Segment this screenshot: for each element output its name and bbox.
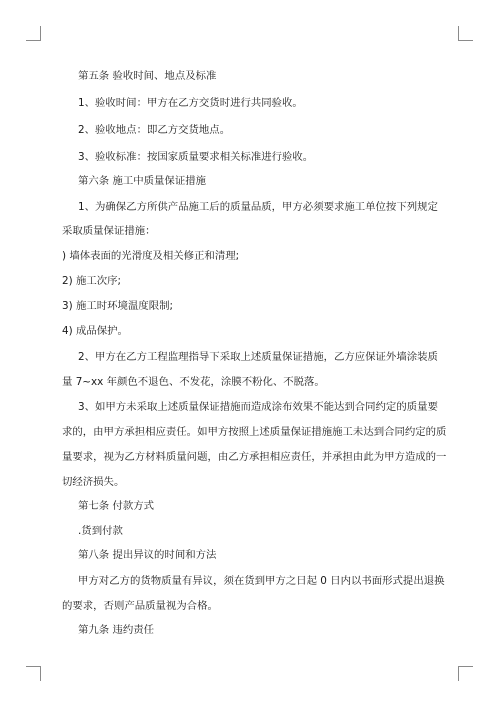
clause-3-cont-2: 量要求，视为乙方材料质量问题，由乙方承担相应责任，并承担由此为甲方造成的一 [62, 451, 447, 463]
article-9-heading: 第九条 违约责任 [78, 624, 155, 636]
clause-2: 2、甲方在乙方工程监理指导下采取上述质量保证措施，乙方应保证外墙涂装质 [78, 351, 438, 363]
objection-clause: 甲方对乙方的货物质量有异议，须在货到甲方之日起 0 日内以书面形式提出退换 [78, 575, 445, 587]
crop-mark-top-left [26, 26, 41, 41]
article-7-heading: 第七条 付款方式 [78, 500, 155, 512]
measure-4: 4) 成品保护。 [62, 325, 128, 337]
acceptance-standard: 3、验收标准：按国家质量要求相关标准进行验收。 [78, 151, 314, 163]
crop-mark-top-right [458, 26, 473, 41]
crop-mark-bottom-right [458, 666, 473, 681]
article-6-heading: 第六条 施工中质量保证措施 [78, 175, 206, 187]
measure-2: 2) 施工次序; [62, 275, 122, 287]
objection-clause-cont: 的要求，否则产品质量视为合格。 [62, 600, 218, 612]
document-body [62, 68, 447, 638]
acceptance-time: 1、验收时间：甲方在乙方交货时进行共同验收。 [78, 97, 303, 109]
payment-method: .货到付款 [78, 525, 123, 537]
crop-mark-bottom-left [26, 666, 41, 681]
quality-measures-intro: 1、为确保乙方所供产品施工后的质量品质，甲方必须要求施工单位按下列规定 [78, 201, 438, 213]
clause-2-cont: 量 7~xx 年颜色不退色、不发花，涂膜不粉化、不脱落。 [62, 376, 325, 388]
article-8-heading: 第八条 提出异议的时间和方法 [78, 549, 217, 561]
clause-3-cont-3: 切经济损失。 [62, 476, 125, 488]
article-5-heading: 第五条 验收时间、地点及标准 [78, 70, 217, 82]
clause-3-cont-1: 求的，由甲方承担相应责任。如甲方按照上述质量保证措施施工未达到合同约定的质 [62, 426, 447, 438]
acceptance-location: 2、验收地点：即乙方交货地点。 [78, 124, 231, 136]
clause-3: 3、如甲方未采取上述质量保证措施而造成涂布效果不能达到合同约定的质量要 [78, 401, 438, 413]
quality-measures-intro-cont: 采取质量保证措施： [62, 225, 156, 237]
measure-1: ) 墙体表面的光滑度及相关修正和清理; [62, 250, 240, 262]
measure-3: 3) 施工时环境温度限制; [62, 300, 173, 312]
